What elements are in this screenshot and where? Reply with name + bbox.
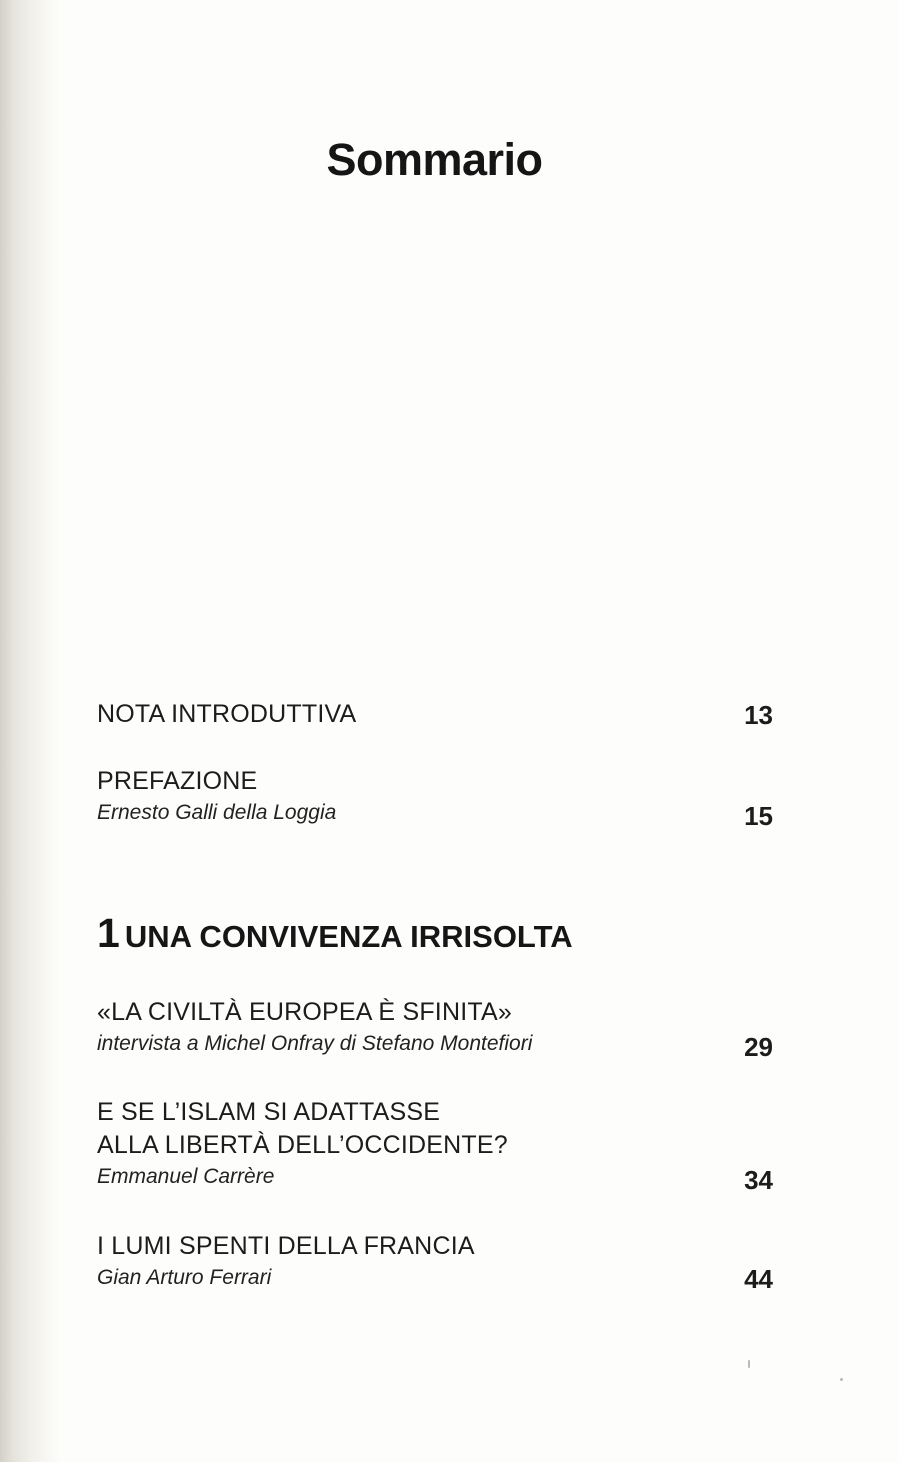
chapter-title: UNA CONVIVENZA IRRISOLTA bbox=[124, 919, 573, 954]
page-title: Sommario bbox=[326, 134, 543, 185]
toc-entry-author: Emmanuel Carrère bbox=[97, 1165, 275, 1188]
toc-entry-author: intervista a Michel Onfray di Stefano Montefiori bbox=[97, 1032, 533, 1055]
toc-entry-author: Ernesto Galli della Loggia bbox=[97, 801, 337, 824]
toc-page-number: 34 bbox=[744, 1165, 773, 1195]
chapter-heading bbox=[97, 910, 573, 957]
paper-speck bbox=[840, 1378, 843, 1381]
page-binding-shadow bbox=[0, 0, 60, 1462]
toc-entry-lumi-spenti[interactable] bbox=[97, 1230, 773, 1293]
toc-entry-nota-introduttiva[interactable] bbox=[97, 698, 773, 731]
toc-entry-prefazione[interactable] bbox=[97, 765, 773, 831]
toc-entry-heading: «LA CIVILTÀ EUROPEA È SFINITA» bbox=[97, 998, 512, 1026]
paper-speck bbox=[748, 1360, 750, 1368]
toc-entry-author: Gian Arturo Ferrari bbox=[97, 1266, 272, 1289]
toc-entry-heading: PREFAZIONE bbox=[97, 767, 258, 795]
chapter-number: 1 bbox=[97, 910, 119, 956]
toc-entry-heading: I LUMI SPENTI DELLA FRANCIA bbox=[97, 1232, 475, 1260]
toc-entry-islam-liberta[interactable] bbox=[97, 1096, 773, 1195]
toc-page-number: 44 bbox=[744, 1264, 773, 1294]
toc-entry-civilta-europea[interactable] bbox=[97, 996, 773, 1062]
toc-entry-heading: NOTA INTRODUTTIVA bbox=[97, 700, 357, 728]
toc-entry-heading-line2: ALLA LIBERTÀ DELL’OCCIDENTE? bbox=[97, 1131, 508, 1159]
toc-page-number: 29 bbox=[744, 1032, 773, 1062]
toc-page-number: 13 bbox=[744, 700, 773, 730]
toc-page-number: 15 bbox=[744, 801, 773, 831]
toc-entry-heading-line1: E SE L’ISLAM SI ADATTASSE bbox=[97, 1098, 441, 1126]
